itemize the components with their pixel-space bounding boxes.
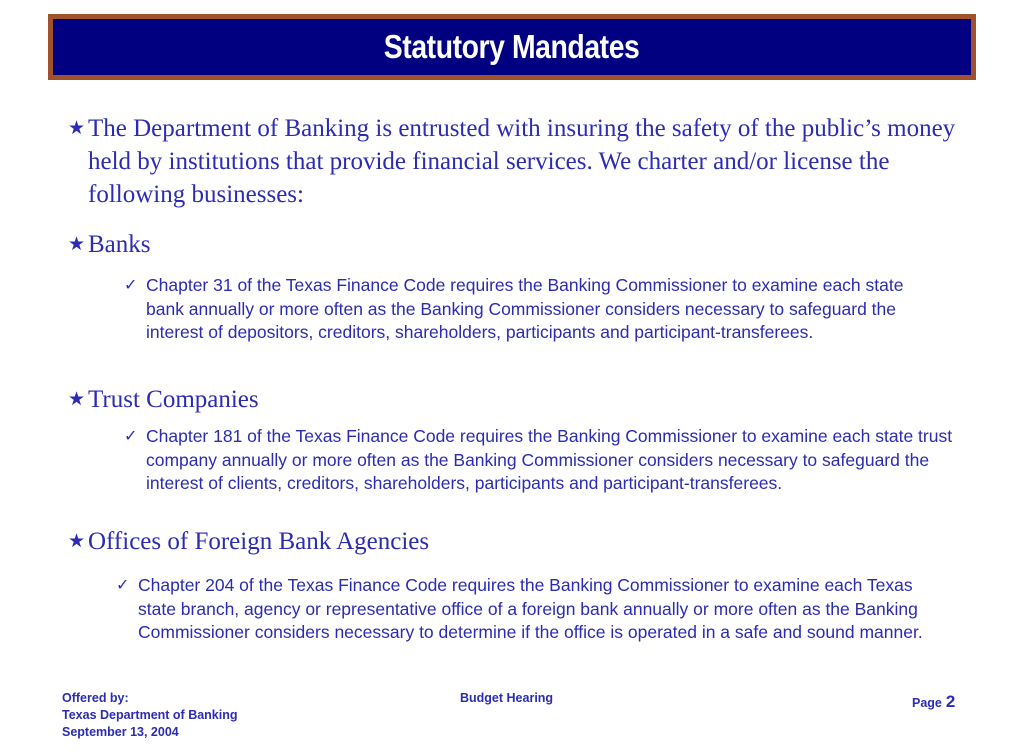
section-detail-foreign-bank-agencies (116, 574, 948, 645)
page-indicator (912, 693, 982, 712)
checkmark-icon: ✓ (124, 428, 138, 445)
intro-text: The Department of Banking is entrusted with insuring the safety of the public’s money held by institutions that provide financial services. We charter and/or license the following businesses: (88, 115, 956, 208)
footer-offered-by: Offered by: (62, 691, 129, 705)
page-number: 2 (945, 692, 956, 711)
intro-bullet (68, 112, 968, 211)
checkmark-icon: ✓ (124, 277, 138, 294)
footer-center (460, 690, 660, 707)
footer-organization: Texas Department of Banking (62, 708, 238, 722)
section-heading-label: Banks (88, 231, 151, 258)
section-heading-label: Offices of Foreign Bank Agencies (88, 528, 430, 555)
page-label: Page (912, 696, 942, 710)
section-heading-label: Trust Companies (88, 386, 259, 413)
section-detail-text: Chapter 204 of the Texas Finance Code requires the Banking Commissioner to examine each Texas state branch, agency or representative office of a foreign bank annually or more often as the Banking Commissioner considers necessary to determine if the office is operated in a safe and sound manner. (138, 575, 923, 642)
footer-date: September 13, 2004 (62, 725, 179, 739)
star-icon: ★ (68, 118, 86, 139)
slide-title: Statutory Mandates (384, 28, 640, 65)
section-detail-trust-companies (124, 425, 958, 496)
star-icon: ★ (68, 234, 86, 255)
star-icon: ★ (68, 531, 86, 552)
checkmark-icon: ✓ (116, 577, 130, 594)
section-detail-text: Chapter 31 of the Texas Finance Code requires the Banking Commissioner to examine each state bank annually or more often as the Banking Commissioner considers necessary to safeguard the interest of depositors, creditors, shareholders, participants and participant-transferees. (146, 275, 904, 342)
title-bar (48, 14, 976, 80)
section-heading-foreign-bank-agencies (68, 525, 788, 558)
section-heading-banks (68, 228, 688, 261)
footer-left (62, 690, 362, 741)
section-detail-banks (124, 274, 946, 345)
section-heading-trust-companies (68, 383, 688, 416)
footer-center-text: Budget Hearing (460, 691, 554, 705)
star-icon: ★ (68, 389, 86, 410)
section-detail-text: Chapter 181 of the Texas Finance Code requires the Banking Commissioner to examine each state trust company annually or more often as the Banking Commissioner considers necessary to safeguard the interest of clients, creditors, shareholders, participants and participant-transferees. (146, 426, 953, 493)
